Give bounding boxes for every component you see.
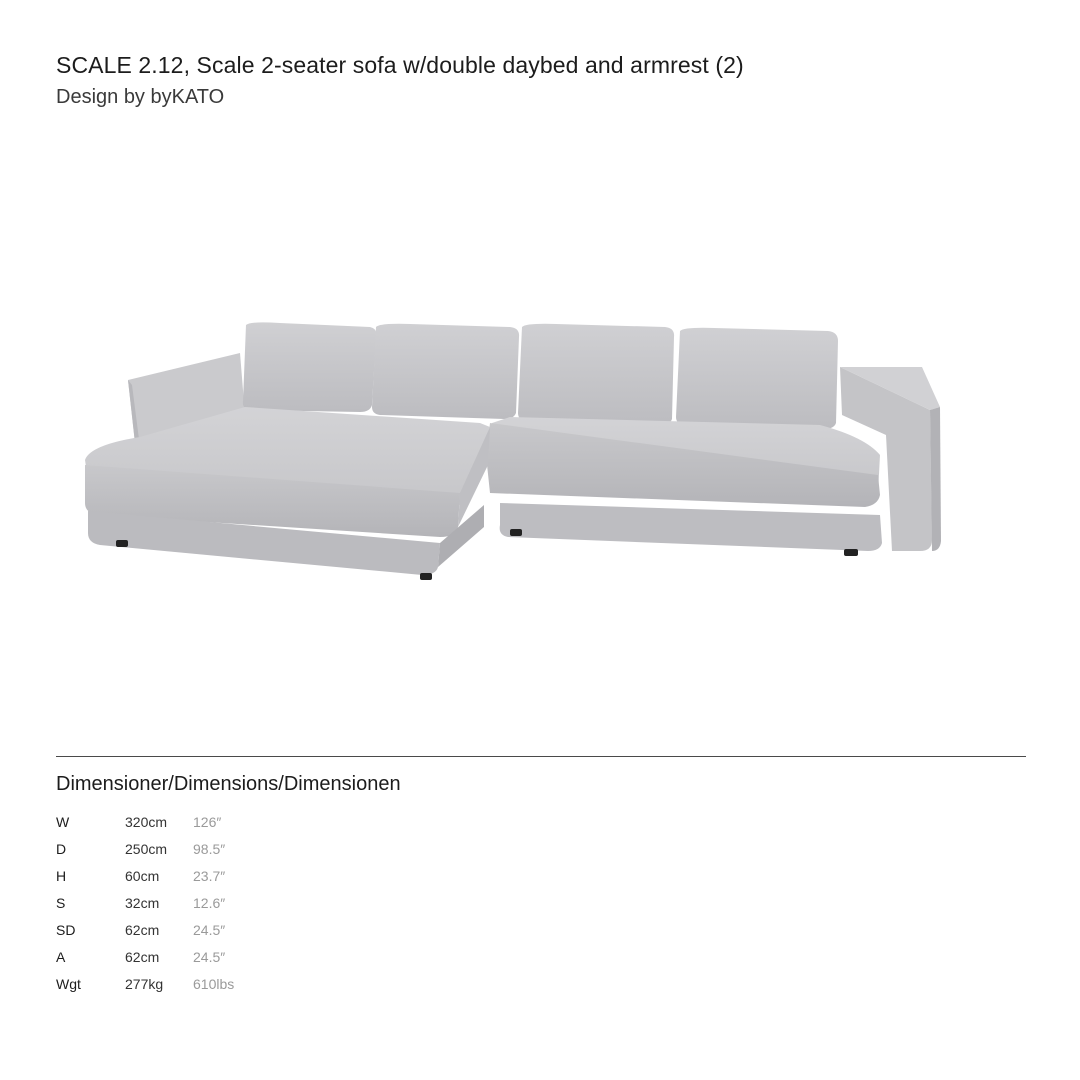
dimension-code: D bbox=[56, 840, 67, 857]
dimension-row bbox=[56, 943, 234, 970]
dimension-imperial: 23.7″ bbox=[193, 867, 226, 884]
dimension-metric: 32cm bbox=[125, 894, 160, 911]
leg bbox=[116, 540, 128, 547]
dimension-row bbox=[56, 862, 234, 889]
back-cushion-4 bbox=[676, 328, 838, 429]
dimension-metric: 277kg bbox=[125, 975, 164, 992]
dimension-metric: 320cm bbox=[125, 813, 168, 830]
dimension-imperial: 24.5″ bbox=[193, 948, 226, 965]
leg bbox=[420, 573, 432, 580]
dimension-code: SD bbox=[56, 921, 76, 938]
dimension-imperial: 610lbs bbox=[193, 975, 235, 992]
dimension-metric: 250cm bbox=[125, 840, 168, 857]
dimension-imperial: 24.5″ bbox=[193, 921, 226, 938]
dimension-code: A bbox=[56, 948, 66, 965]
dimension-code: S bbox=[56, 894, 66, 911]
leg bbox=[844, 549, 858, 556]
dimensions-table bbox=[56, 808, 234, 997]
dimension-row bbox=[56, 889, 234, 916]
page-title: SCALE 2.12, Scale 2-seater sofa w/double daybed and armrest (2) bbox=[56, 52, 744, 78]
dimension-metric: 62cm bbox=[125, 948, 160, 965]
dimension-code: Wgt bbox=[56, 975, 81, 992]
dimension-imperial: 126″ bbox=[193, 813, 222, 830]
designer-credit: Design by byKATO bbox=[56, 86, 225, 108]
dimension-imperial: 98.5″ bbox=[193, 840, 226, 857]
sofa-base bbox=[500, 503, 882, 551]
back-cushion-1 bbox=[243, 322, 377, 412]
dimension-code: H bbox=[56, 867, 67, 884]
dimension-imperial: 12.6″ bbox=[193, 894, 226, 911]
sofa-photo bbox=[80, 315, 950, 585]
dimension-row bbox=[56, 970, 234, 997]
leg bbox=[510, 529, 522, 536]
back-cushion-2 bbox=[372, 324, 519, 419]
dimension-metric: 62cm bbox=[125, 921, 160, 938]
section-divider bbox=[56, 756, 1026, 757]
dimension-row bbox=[56, 835, 234, 862]
dimension-metric: 60cm bbox=[125, 867, 160, 884]
dimension-row bbox=[56, 808, 234, 835]
dimensions-heading: Dimensioner/Dimensions/Dimensionen bbox=[56, 773, 401, 795]
dimension-row bbox=[56, 916, 234, 943]
dimension-code: W bbox=[56, 813, 70, 830]
back-cushion-3 bbox=[518, 324, 674, 425]
